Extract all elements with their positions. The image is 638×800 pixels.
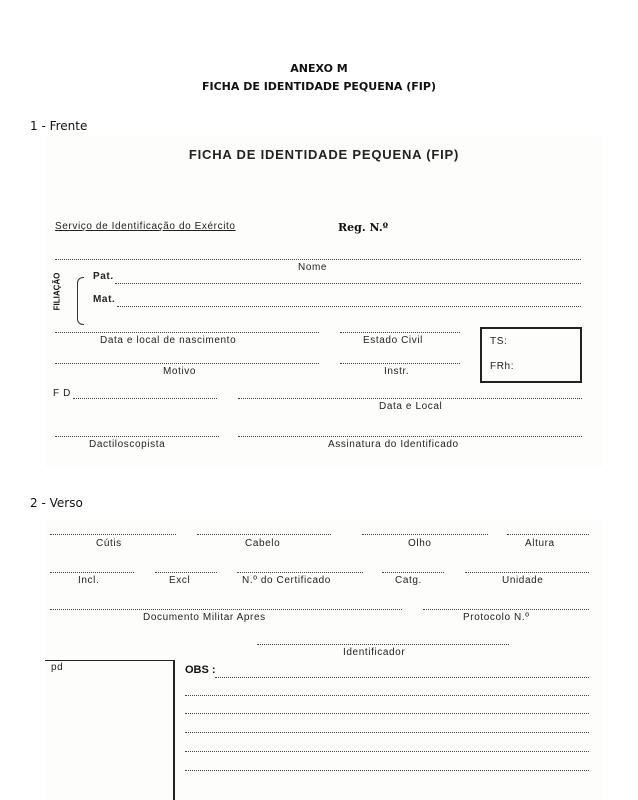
- nascimento-line: [55, 332, 319, 333]
- assinatura-line: [238, 436, 582, 437]
- pd-box-right: [173, 660, 175, 800]
- ts-label: TS:: [490, 336, 508, 347]
- mat-line: [117, 306, 581, 307]
- pat-line: [115, 283, 581, 284]
- excl-line: [155, 572, 217, 573]
- mat-label: Mat.: [93, 294, 116, 305]
- data-local-label: Data e Local: [379, 401, 443, 412]
- dactiloscopista-line: [55, 436, 219, 437]
- cutis-label: Cútis: [96, 538, 122, 549]
- cabelo-line: [197, 534, 331, 535]
- reg-number-label: Reg. N.º: [338, 221, 389, 234]
- catg-line: [382, 572, 444, 573]
- olho-line: [362, 534, 488, 535]
- frh-label: FRh:: [490, 361, 515, 372]
- identificador-label: Identificador: [343, 647, 406, 658]
- front-section-label: 1 - Frente: [30, 119, 88, 133]
- annex-heading: ANEXO M: [290, 62, 348, 75]
- obs-line-5: [185, 751, 589, 752]
- filiacao-brace: [77, 277, 84, 325]
- cutis-line: [50, 534, 176, 535]
- unidade-label: Unidade: [502, 575, 544, 586]
- unidade-line: [465, 572, 589, 573]
- back-form-scan: [45, 520, 603, 800]
- incl-line: [50, 572, 134, 573]
- certificado-label: N.º do Certificado: [242, 575, 331, 586]
- olho-label: Olho: [408, 538, 432, 549]
- motivo-label: Motivo: [163, 366, 197, 377]
- certificado-line: [237, 572, 363, 573]
- obs-label: OBS :: [185, 664, 216, 676]
- motivo-line: [55, 363, 319, 364]
- back-section-label: 2 - Verso: [30, 496, 83, 510]
- pat-label: Pat.: [93, 271, 114, 282]
- obs-line-3: [185, 713, 589, 714]
- instr-label: Instr.: [384, 366, 410, 377]
- obs-line-1: [215, 677, 589, 678]
- protocolo-line: [423, 609, 589, 610]
- fd-line: [73, 398, 217, 399]
- nascimento-label: Data e local de nascimento: [100, 335, 237, 346]
- form-title: FICHA DE IDENTIDADE PEQUENA (FIP): [188, 147, 460, 162]
- document-title: FICHA DE IDENTIDADE PEQUENA (FIP): [201, 80, 436, 93]
- obs-line-4: [185, 732, 589, 733]
- documento-line: [50, 609, 402, 610]
- instr-line: [340, 363, 460, 364]
- altura-label: Altura: [525, 538, 555, 549]
- dactiloscopista-label: Dactiloscopista: [89, 439, 166, 450]
- estado-civil-label: Estado Civil: [363, 335, 423, 346]
- catg-label: Catg.: [395, 575, 422, 586]
- fd-label: F D: [53, 388, 71, 399]
- service-label: Serviço de Identificação do Exército: [55, 221, 236, 232]
- obs-line-6: [185, 770, 589, 771]
- filiacao-label: FILIAÇÃO: [52, 272, 62, 311]
- pd-box-top: [45, 660, 175, 661]
- pd-label: pd: [51, 662, 64, 673]
- altura-line: [507, 534, 589, 535]
- data-local-line: [238, 398, 582, 399]
- cabelo-label: Cabelo: [245, 538, 281, 549]
- obs-line-2: [185, 695, 589, 696]
- estado-civil-line: [340, 332, 460, 333]
- assinatura-label: Assinatura do Identificado: [328, 439, 459, 450]
- front-form-scan: [45, 135, 603, 468]
- protocolo-label: Protocolo N.º: [463, 612, 530, 623]
- nome-label: Nome: [298, 262, 328, 273]
- documento-label: Documento Militar Apres: [143, 612, 266, 623]
- nome-line: [55, 259, 581, 260]
- identificador-line: [257, 644, 509, 645]
- incl-label: Incl.: [78, 575, 100, 586]
- excl-label: Excl: [169, 575, 191, 586]
